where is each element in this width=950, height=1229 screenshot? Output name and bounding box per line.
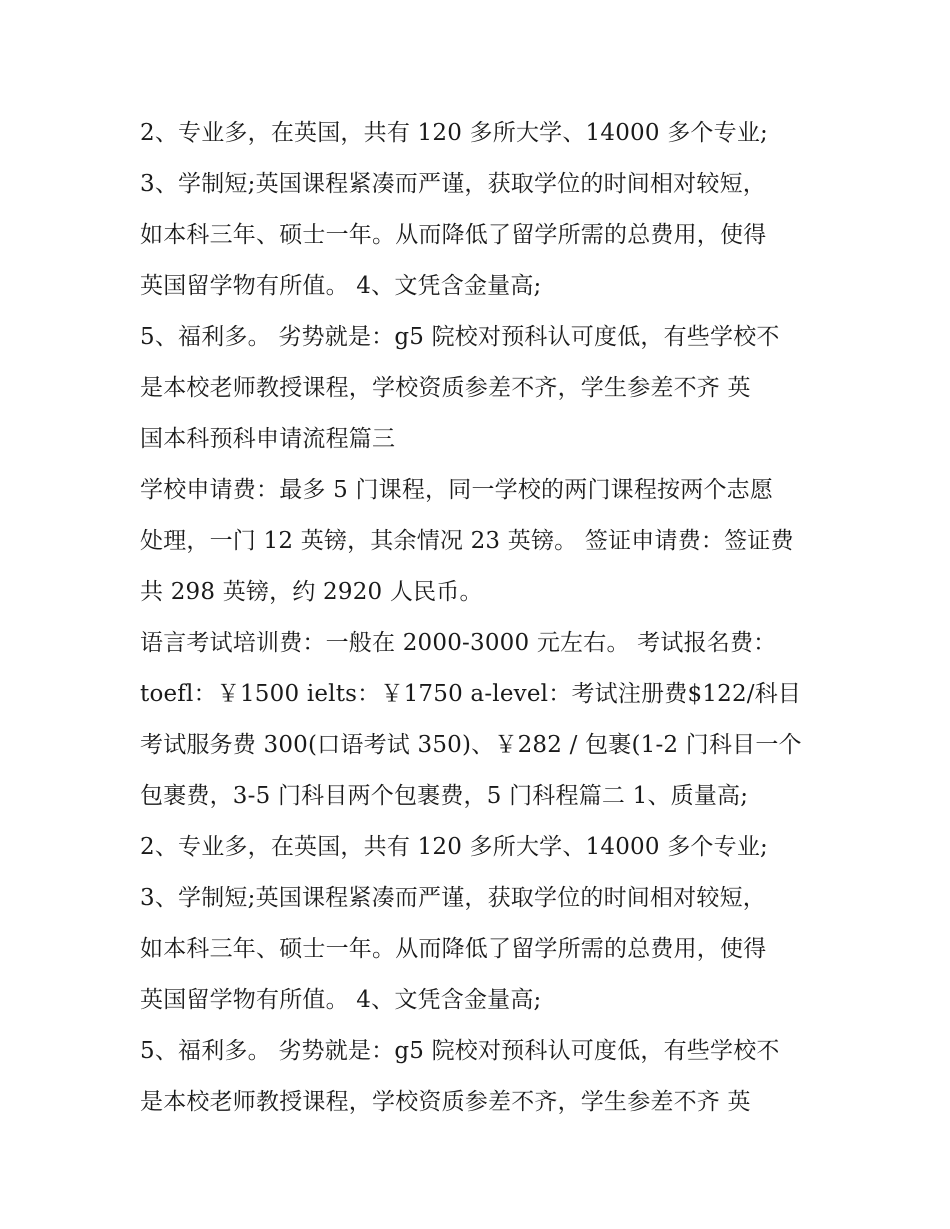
text-line: 语言考试培训费：一般在 2000-3000 元左右。 考试报名费： xyxy=(140,630,777,656)
text-line: 如本科三年、硕士一年。从而降低了留学所需的总费用，使得 xyxy=(140,222,767,248)
text-line: 3、学制短;英国课程紧凑而严谨，获取学位的时间相对较短， xyxy=(140,171,766,197)
text-line: 如本科三年、硕士一年。从而降低了留学所需的总费用，使得 xyxy=(140,936,767,962)
text-line: 英国留学物有所值。 4、文凭含金量高; xyxy=(140,987,542,1013)
text-line: 3、学制短;英国课程紧凑而严谨，获取学位的时间相对较短， xyxy=(140,885,766,911)
text-line: 国本科预科申请流程篇三 xyxy=(140,426,396,452)
text-line: toefl：￥1500 ielts：￥1750 a-level：考试注册费$122/科目 xyxy=(140,681,802,707)
text-line: 处理，一门 12 英镑，其余情况 23 英镑。 签证申请费：签证费 xyxy=(140,528,794,554)
document-body xyxy=(140,108,830,1128)
text-line: 5、福利多。 劣势就是：g5 院校对预科认可度低，有些学校不 xyxy=(140,324,780,350)
text-line: 是本校老师教授课程，学校资质参差不齐，学生参差不齐 英 xyxy=(140,375,751,401)
text-line: 2、专业多，在英国，共有 120 多所大学、14000 多个专业; xyxy=(140,120,768,146)
text-line: 学校申请费：最多 5 门课程，同一学校的两门课程按两个志愿 xyxy=(140,477,774,503)
text-line: 考试服务费 300(口语考试 350)、￥282 / 包裹(1-2 门科目一个 xyxy=(140,732,802,758)
text-line: 英国留学物有所值。 4、文凭含金量高; xyxy=(140,273,542,299)
text-line: 共 298 英镑，约 2920 人民币。 xyxy=(140,579,483,605)
text-line: 包裹费，3-5 门科目两个包裹费，5 门科程篇二 1、质量高; xyxy=(140,783,749,809)
text-line: 5、福利多。 劣势就是：g5 院校对预科认可度低，有些学校不 xyxy=(140,1038,780,1064)
text-line: 是本校老师教授课程，学校资质参差不齐，学生参差不齐 英 xyxy=(140,1089,751,1115)
text-line: 2、专业多，在英国，共有 120 多所大学、14000 多个专业; xyxy=(140,834,768,860)
